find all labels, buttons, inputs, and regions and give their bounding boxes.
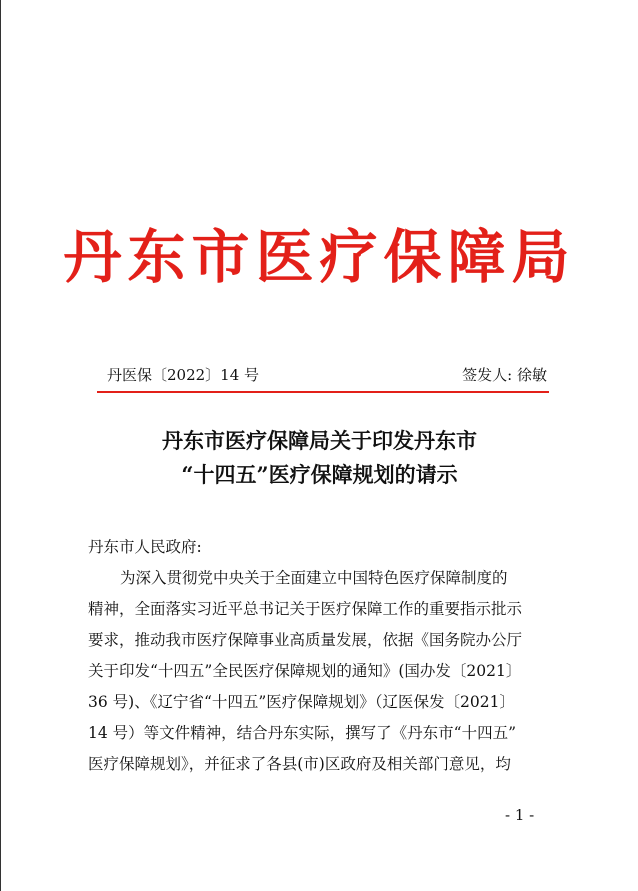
document-title-line-2: “十四五”医疗保障规划的请示 xyxy=(181,462,458,487)
signer: 签发人: 徐敏 xyxy=(462,366,547,384)
document-title-line-1: 丹东市医疗保障局关于印发丹东市 xyxy=(162,428,477,453)
body-line: 精神，全面落实习近平总书记关于医疗保障工作的重要指示批示 xyxy=(88,600,523,618)
page-number: - 1 - xyxy=(505,806,535,824)
issuing-authority-header: 丹东市医疗保障局 xyxy=(63,223,576,291)
body-line: 要求，推动我市医疗保障事业高质量发展，依据《国务院办公厅 xyxy=(88,631,523,649)
red-divider-line xyxy=(97,391,549,393)
document-title xyxy=(1,424,638,492)
document-meta-row xyxy=(107,362,547,388)
body-line: 关于印发“十四五”全民医疗保障规划的通知》(国办发〔2021〕 xyxy=(88,662,522,680)
body-line: 14 号）等文件精神，结合丹东实际，撰写了《丹东市“十四五” xyxy=(88,724,517,742)
document-number: 丹医保〔2022〕14 号 xyxy=(107,366,260,384)
body-line: 36 号)、《辽宁省“十四五”医疗保障规划》（辽医保发〔2021〕 xyxy=(88,693,515,711)
body-line: 医疗保障规划》，并征求了各县(市)区政府及相关部门意见，均 xyxy=(88,755,511,773)
document-body xyxy=(88,532,558,780)
salutation: 丹东市人民政府: xyxy=(88,538,202,556)
body-line: 为深入贯彻党中央关于全面建立中国特色医疗保障制度的 xyxy=(120,569,508,587)
